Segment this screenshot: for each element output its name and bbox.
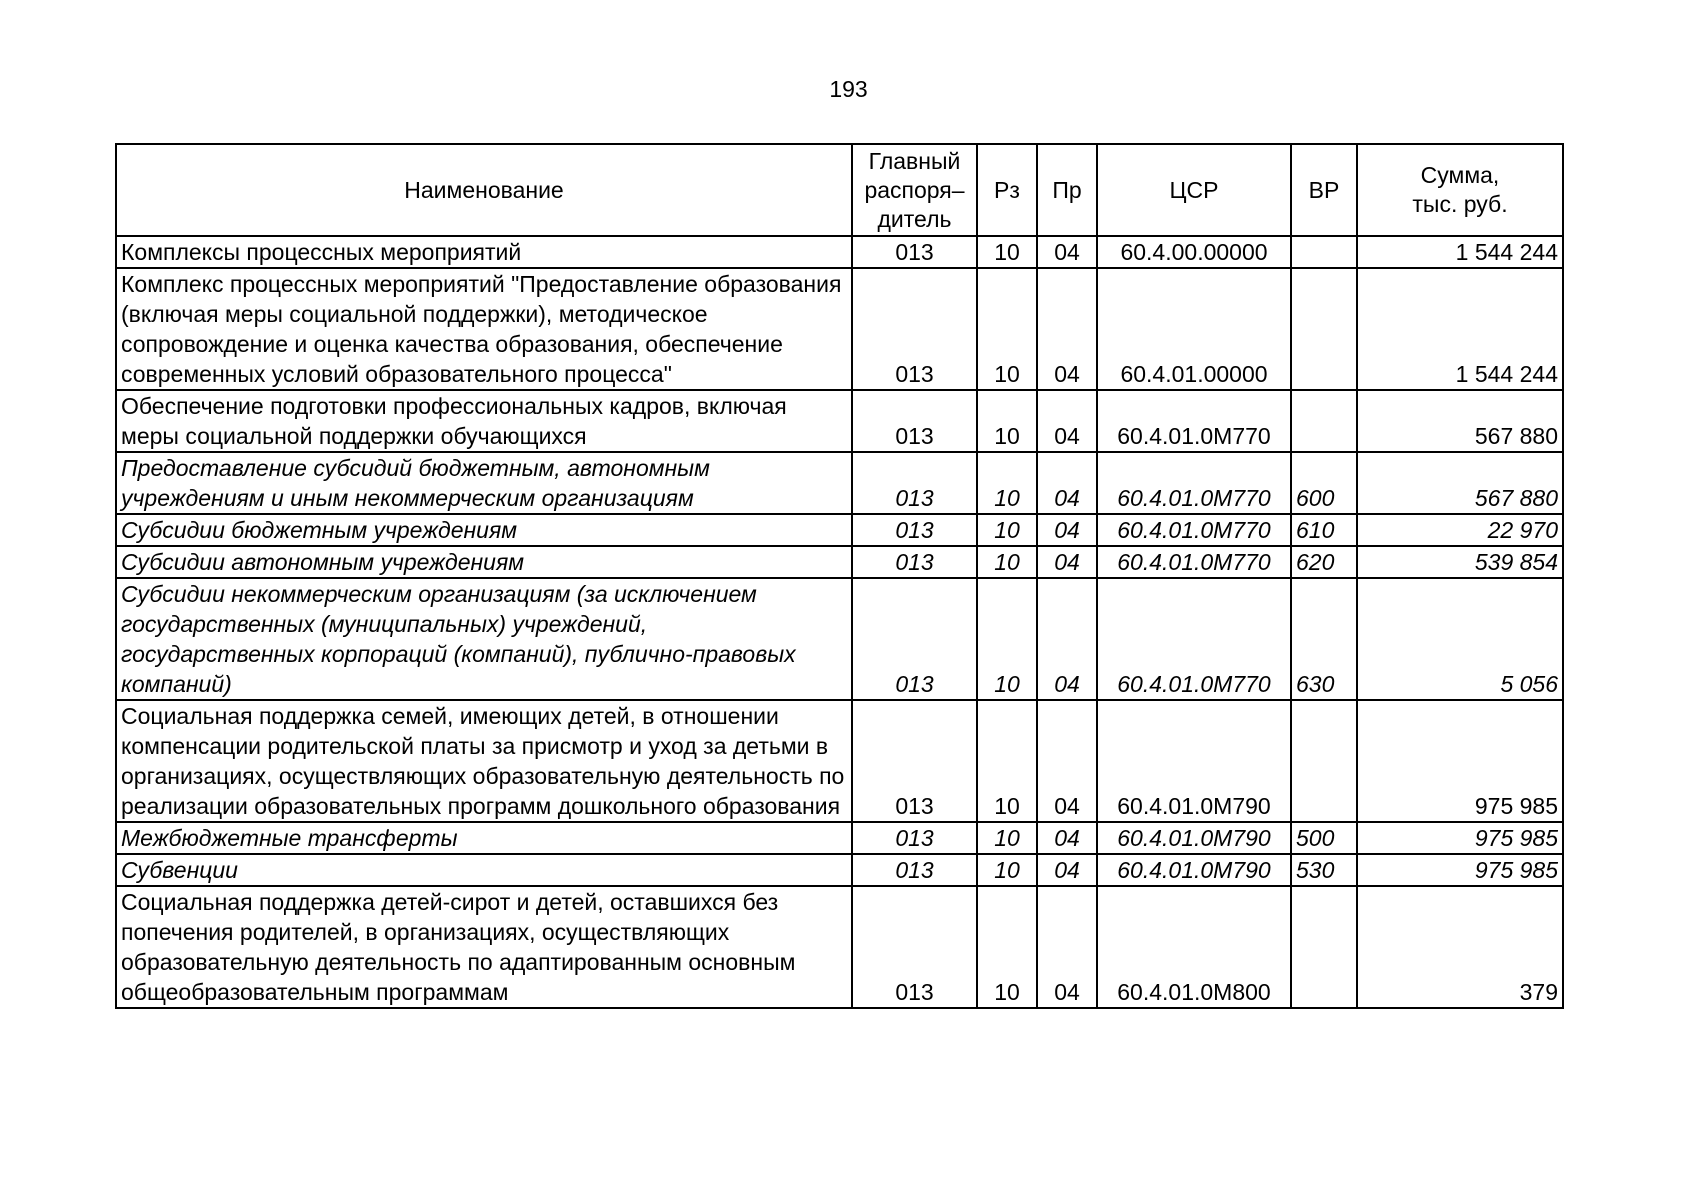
cell-pr: 04 (1037, 452, 1097, 514)
cell-csr: 60.4.01.0М770 (1097, 514, 1291, 546)
cell-name: Межбюджетные трансферты (116, 822, 852, 854)
cell-vr (1291, 700, 1357, 822)
header-sum-line: тыс. руб. (1412, 191, 1508, 217)
cell-sum: 22 970 (1357, 514, 1563, 546)
cell-rz: 10 (977, 578, 1037, 700)
cell-vr: 600 (1291, 452, 1357, 514)
header-manager (852, 144, 977, 236)
table-row (116, 546, 1563, 578)
table-body (116, 236, 1563, 1008)
cell-pr: 04 (1037, 390, 1097, 452)
cell-csr: 60.4.01.0М770 (1097, 452, 1291, 514)
cell-pr: 04 (1037, 546, 1097, 578)
header-csr: ЦСР (1097, 144, 1291, 236)
table-row (116, 452, 1563, 514)
cell-vr: 500 (1291, 822, 1357, 854)
cell-pr: 04 (1037, 578, 1097, 700)
cell-vr: 620 (1291, 546, 1357, 578)
cell-sum: 567 880 (1357, 452, 1563, 514)
cell-rz: 10 (977, 700, 1037, 822)
table-row (116, 390, 1563, 452)
cell-sum: 1 544 244 (1357, 268, 1563, 390)
budget-table (115, 143, 1564, 1009)
page-number: 193 (829, 76, 868, 102)
cell-vr: 630 (1291, 578, 1357, 700)
cell-manager: 013 (852, 236, 977, 268)
cell-csr: 60.4.00.00000 (1097, 236, 1291, 268)
cell-rz: 10 (977, 886, 1037, 1008)
cell-csr: 60.4.01.0М770 (1097, 578, 1291, 700)
cell-sum: 975 985 (1357, 700, 1563, 822)
cell-name: Обеспечение подготовки профессиональных кадров, включая меры социальной поддержки обучающихся (116, 390, 852, 452)
header-name: Наименование (116, 144, 852, 236)
cell-sum: 379 (1357, 886, 1563, 1008)
cell-manager: 013 (852, 268, 977, 390)
cell-csr: 60.4.01.00000 (1097, 268, 1291, 390)
cell-rz: 10 (977, 546, 1037, 578)
cell-name: Субсидии бюджетным учреждениям (116, 514, 852, 546)
cell-name: Комплекс процессных мероприятий "Предоставление образования (включая меры социальной поддержки), методическое сопровождение и оценка качества образования, обеспечение современных условий образовательного процесса" (116, 268, 852, 390)
header-manager-line: дитель (877, 205, 952, 232)
table-row (116, 822, 1563, 854)
cell-sum: 1 544 244 (1357, 236, 1563, 268)
cell-manager: 013 (852, 700, 977, 822)
cell-name: Социальная поддержка детей-сирот и детей, оставшихся без попечения родителей, в организациях, осуществляющих образовательную деятельность по адаптированным основным общеобразовательным программам (116, 886, 852, 1008)
cell-vr: 610 (1291, 514, 1357, 546)
cell-csr: 60.4.01.0М770 (1097, 390, 1291, 452)
cell-rz: 10 (977, 452, 1037, 514)
cell-sum: 975 985 (1357, 854, 1563, 886)
table-row (116, 514, 1563, 546)
cell-pr: 04 (1037, 268, 1097, 390)
header-manager-line: распоря– (864, 176, 965, 203)
cell-pr: 04 (1037, 700, 1097, 822)
cell-pr: 04 (1037, 854, 1097, 886)
cell-csr: 60.4.01.0М790 (1097, 822, 1291, 854)
cell-name: Субсидии некоммерческим организациям (за исключением государственных (муниципальных) учреждений, государственных корпораций (компаний), публично-правовых компаний) (116, 578, 852, 700)
header-rz: Рз (977, 144, 1037, 236)
cell-csr: 60.4.01.0М790 (1097, 700, 1291, 822)
header-row (116, 144, 1563, 236)
cell-csr: 60.4.01.0М790 (1097, 854, 1291, 886)
cell-manager: 013 (852, 822, 977, 854)
header-sum-line: Сумма, (1420, 162, 1500, 188)
table-row (116, 236, 1563, 268)
cell-name: Комплексы процессных мероприятий (116, 236, 852, 268)
cell-vr (1291, 236, 1357, 268)
cell-pr: 04 (1037, 514, 1097, 546)
cell-pr: 04 (1037, 886, 1097, 1008)
cell-csr: 60.4.01.0М770 (1097, 546, 1291, 578)
header-vr: ВР (1291, 144, 1357, 236)
cell-rz: 10 (977, 390, 1037, 452)
cell-manager: 013 (852, 452, 977, 514)
table-row (116, 578, 1563, 700)
cell-vr (1291, 886, 1357, 1008)
cell-manager: 013 (852, 578, 977, 700)
cell-pr: 04 (1037, 822, 1097, 854)
cell-pr: 04 (1037, 236, 1097, 268)
cell-name: Субсидии автономным учреждениям (116, 546, 852, 578)
cell-name: Предоставление субсидий бюджетным, автономным учреждениям и иным некоммерческим организациям (116, 452, 852, 514)
cell-vr (1291, 390, 1357, 452)
cell-rz: 10 (977, 236, 1037, 268)
cell-name: Социальная поддержка семей, имеющих детей, в отношении компенсации родительской платы за присмотр и уход за детьми в организациях, осуществляющих образовательную деятельность по реализации образовательных программ дошкольного образования (116, 700, 852, 822)
table-row (116, 268, 1563, 390)
cell-name: Субвенции (116, 854, 852, 886)
table-row (116, 886, 1563, 1008)
cell-sum: 567 880 (1357, 390, 1563, 452)
header-sum (1357, 144, 1563, 236)
cell-vr (1291, 268, 1357, 390)
cell-manager: 013 (852, 886, 977, 1008)
cell-rz: 10 (977, 268, 1037, 390)
cell-manager: 013 (852, 390, 977, 452)
header-manager-line: Главный (868, 147, 961, 174)
cell-manager: 013 (852, 854, 977, 886)
header-pr: Пр (1037, 144, 1097, 236)
cell-csr: 60.4.01.0М800 (1097, 886, 1291, 1008)
cell-rz: 10 (977, 854, 1037, 886)
table-row (116, 854, 1563, 886)
cell-manager: 013 (852, 546, 977, 578)
cell-sum: 5 056 (1357, 578, 1563, 700)
cell-rz: 10 (977, 822, 1037, 854)
table-row (116, 700, 1563, 822)
cell-sum: 539 854 (1357, 546, 1563, 578)
cell-rz: 10 (977, 514, 1037, 546)
cell-sum: 975 985 (1357, 822, 1563, 854)
cell-manager: 013 (852, 514, 977, 546)
cell-vr: 530 (1291, 854, 1357, 886)
